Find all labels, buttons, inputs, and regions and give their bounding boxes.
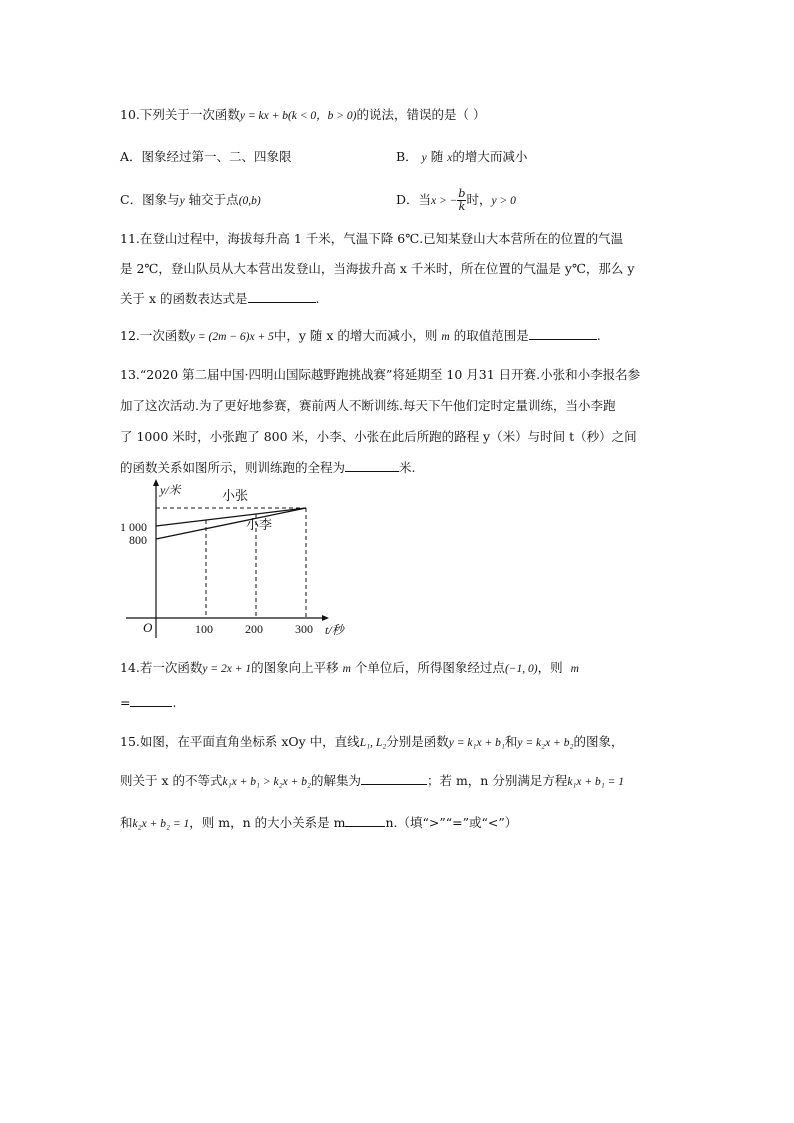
- q10-option-c-mid: 轴交于点: [188, 192, 239, 207]
- q15-equation-1: k₁x + b₁ = 1: [567, 776, 625, 788]
- q10-suffix: 的说法，错误的是（ ）: [356, 107, 486, 122]
- q14-line-1: [120, 659, 579, 678]
- q14-line-2: [120, 694, 176, 712]
- q15-function-1: y = k₁x + b₁: [448, 737, 505, 749]
- q15-function-2: y = k₂x + b₂: [517, 737, 574, 749]
- q14-m: m: [342, 663, 351, 675]
- distance-time-chart: [118, 478, 348, 648]
- q14-end: .: [172, 695, 177, 710]
- q11-line-3: [120, 290, 319, 308]
- q12-formula: y = (2m − 6)x + 5: [189, 331, 274, 343]
- q15-line-3-end: n.（填“>”“=”或“<”）: [385, 815, 518, 830]
- q13-end: 米.: [399, 460, 416, 475]
- q11-end: .: [315, 291, 320, 306]
- q15-answer-blank-1[interactable]: [361, 772, 427, 785]
- q10-option-c-label: C．图象与: [120, 192, 180, 207]
- q15-line-3-pre: 和: [120, 815, 133, 830]
- q15-line-2-mid2: ；若 m，n 分别满足方程: [426, 773, 568, 788]
- q10-option-c-y: y: [179, 195, 185, 207]
- q15-line-1: [120, 733, 623, 752]
- q10-option-d: [396, 184, 516, 217]
- q15-line-2-mid: 的解集为: [310, 773, 361, 788]
- x-tick-label-300: 300: [295, 622, 313, 636]
- q13-line-4: [120, 459, 416, 477]
- q15-line-3: [120, 814, 517, 833]
- q15-line-1-pre: 15.如图，在平面直角坐标系 xOy 中，直线: [120, 734, 360, 749]
- origin-label: O: [143, 620, 153, 635]
- q11-line-3-text: 关于 x 的函数表达式是: [120, 291, 248, 306]
- q12-suffix: 的取值范围是: [453, 328, 529, 343]
- q15-line-2: [120, 772, 624, 791]
- x-tick-label-200: 200: [245, 622, 263, 636]
- y-axis-arrow: [153, 479, 159, 486]
- x-axis-arrow: [322, 615, 329, 621]
- fraction-numerator: b: [458, 187, 466, 200]
- q10-option-b-label: B．: [396, 149, 418, 164]
- q11-line-2: 是 2℃，登山队员从大本营出发登山，当海拔升高 x 千米时，所在位置的气温是 y℃，那么 y: [120, 261, 635, 276]
- q14-mid: 的图象向上平移: [251, 660, 339, 675]
- q13-line-4-text: 的函数关系如图所示，则训练跑的全程为: [120, 460, 346, 475]
- q10-formula: y = kx + b(k < 0，b > 0): [239, 110, 357, 122]
- q10-option-b: [396, 148, 527, 167]
- q13-line-2: 加了这次活动.为了更好地参赛，赛前两人不断训练.每天下午他们定时定量训练，当小李跑: [120, 398, 616, 413]
- q15-equation-2: k₂x + b₂ = 1: [132, 818, 190, 830]
- x-axis-label: t/秒: [325, 623, 344, 637]
- q10-option-a: [120, 148, 292, 166]
- q10-option-d-ineq: x > −: [431, 195, 458, 207]
- q15-line-1-mid: 分别是函数: [386, 734, 449, 749]
- q10-option-c: [120, 191, 261, 210]
- q12-stem: [120, 327, 601, 346]
- q15-line-3-mid: ，则 m，n 的大小关系是 m: [189, 815, 346, 830]
- q14-answer-blank[interactable]: [130, 694, 172, 707]
- q14-prefix: 14.若一次函数: [120, 660, 203, 675]
- q15-line-2-pre: 则关于 x 的不等式: [120, 773, 223, 788]
- q10-option-b-post: 的增大而减小: [452, 149, 528, 164]
- q10-option-b-x: x: [447, 152, 453, 164]
- y-axis-label: y/米: [160, 483, 181, 497]
- q12-mid: 中，y 随 x 的增大而减小，则: [273, 328, 438, 343]
- q12-answer-blank[interactable]: [529, 327, 597, 340]
- q14-m-2: m: [570, 663, 579, 675]
- q13-line-1: 13.“2020 第二届中国·四明山国际越野跑挑战赛”将延期至 10 月31 日开赛.小张和小李报名参: [120, 367, 641, 382]
- q10-option-d-end: y > 0: [491, 195, 516, 207]
- q13-answer-blank[interactable]: [345, 459, 399, 472]
- q14-suffix: ，则: [537, 660, 563, 675]
- q10-prefix: 10.下列关于一次函数: [120, 107, 240, 122]
- q12-m: m: [441, 331, 450, 343]
- q15-inequality: k₁x + b₁ > k₂x + b₂: [222, 776, 311, 788]
- q14-point: (−1, 0): [504, 663, 538, 675]
- q14-mid2: 个单位后，所得图象经过点: [354, 660, 505, 675]
- q15-answer-blank-2[interactable]: [345, 814, 385, 827]
- q14-equals: =: [120, 695, 131, 710]
- q11-answer-blank[interactable]: [248, 290, 316, 303]
- x-tick-label-100: 100: [195, 622, 213, 636]
- y-tick-label-1000: 1 000: [120, 520, 147, 534]
- q15-line-1-end: 的图象，: [573, 734, 624, 749]
- q10-option-c-point: (0,b): [238, 195, 261, 207]
- q15-and: 和: [504, 734, 518, 749]
- q15-lines: L₁, L₂: [359, 737, 387, 749]
- q10-option-b-y: y: [421, 152, 427, 164]
- q10-option-d-label: D．当: [396, 192, 432, 207]
- q13-line-3: 了 1000 米时，小张跑了 800 米，小李、小张在此后所跑的路程 y（米）与时间 t（秒）之间: [120, 429, 637, 444]
- q10-option-d-post: 时，: [466, 192, 492, 207]
- q14-formula: y = 2x + 1: [202, 663, 252, 675]
- q11-line-1: 11.在登山过程中，海拔每升高 1 千米，气温下降 6℃.已知某登山大本营所在的位置的气温: [120, 231, 624, 246]
- fraction-denominator: k: [458, 200, 466, 213]
- q10-option-b-mid: 随: [430, 149, 444, 164]
- series-label-xiaozhang: 小张: [222, 488, 249, 503]
- q10-stem: [120, 106, 486, 125]
- q10-option-a-text: A．图象经过第一、二、四象限: [120, 149, 292, 164]
- q12-end: .: [596, 328, 601, 343]
- q12-prefix: 12.一次函数: [120, 328, 190, 343]
- series-label-xiaoli: 小李: [246, 517, 273, 532]
- y-tick-label-800: 800: [129, 533, 147, 547]
